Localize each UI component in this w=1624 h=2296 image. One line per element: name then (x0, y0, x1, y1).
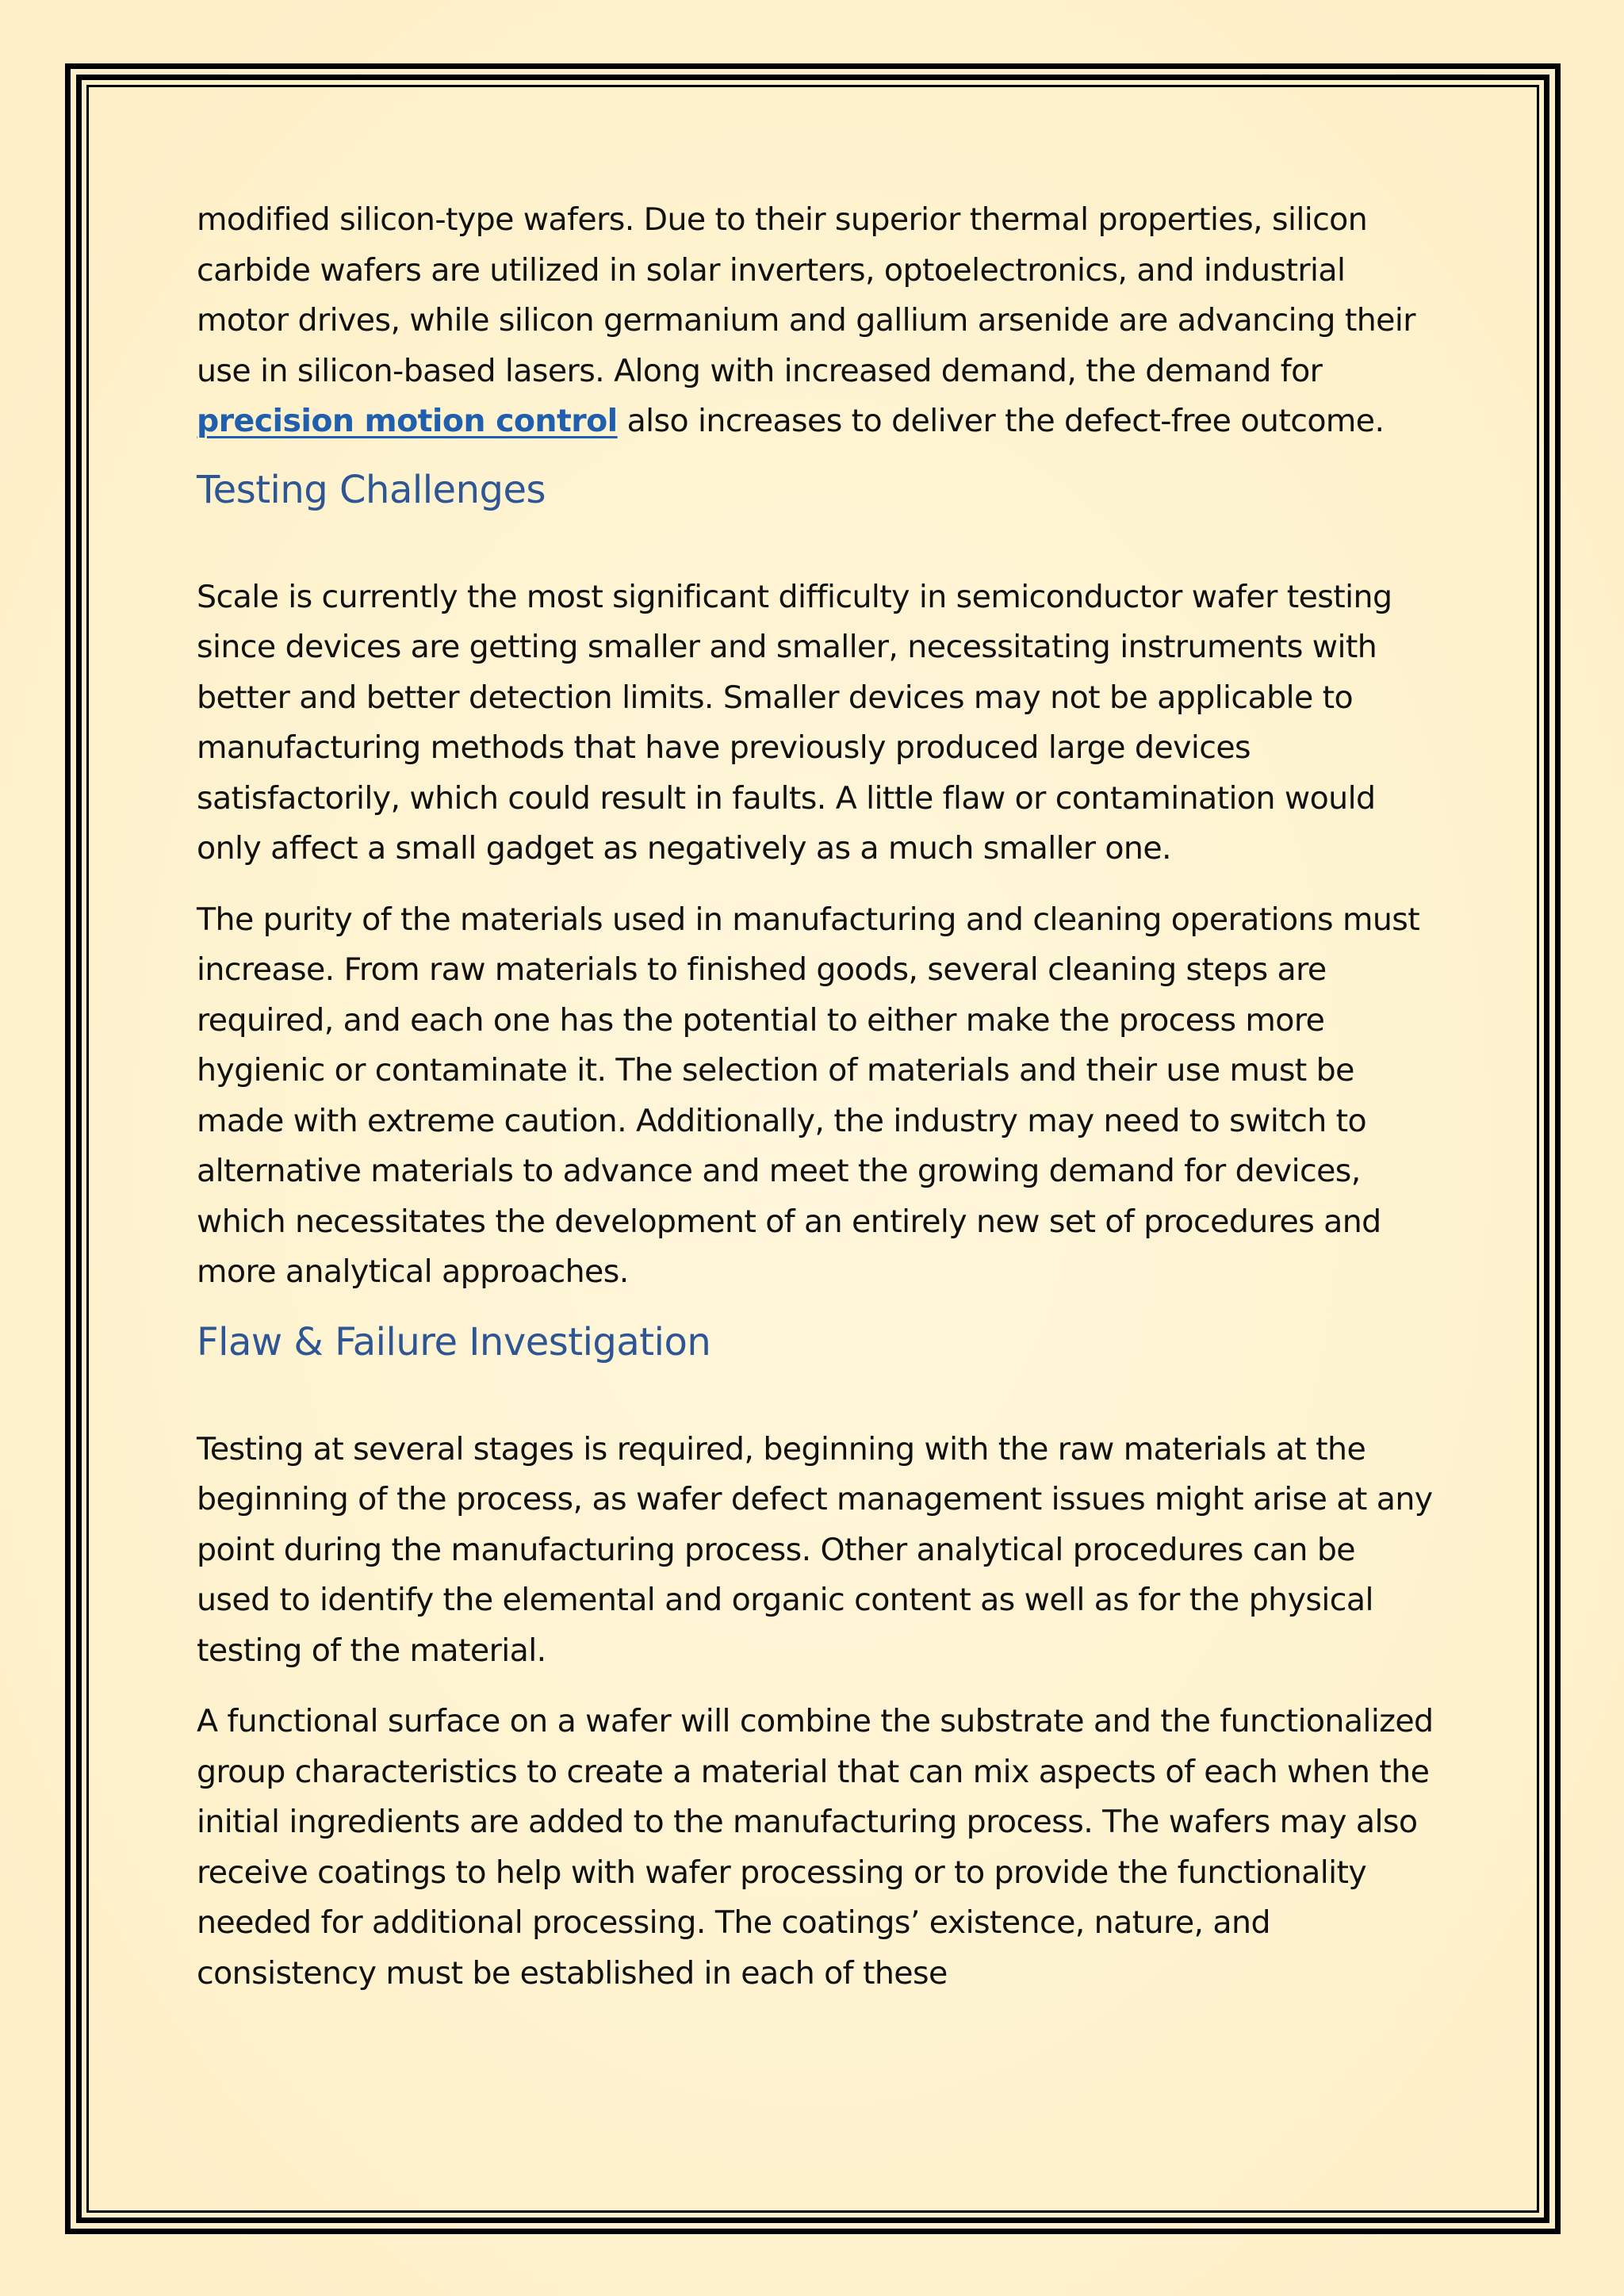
section-heading-testing-challenges: Testing Challenges (197, 467, 546, 512)
section-heading-flaw-failure-investigation: Flaw & Failure Investigation (197, 1319, 711, 1364)
intro-text-before-link: modified silicon-type wafers. Due to their superior thermal properties, silicon carbide wafers are utilized in solar inverters, optoelectronics, and industrial motor drives, while silicon germanium and gallium arsenide are advancing their use in silicon-based lasers. Along with increased demand, the demand for (197, 201, 1415, 389)
testing-challenges-paragraph-1: Scale is currently the most significant difficulty in semiconductor wafer testing since devices are getting smaller and smaller, necessitating instruments with better and better detection limits. Smaller devices may not be applicable to manufacturing methods that have previously produced large devices satisfactorily, which could result in faults. A little flaw or contamination would only affect a small gadget as negatively as a much smaller one. (197, 578, 1392, 867)
document-body (197, 195, 1434, 1999)
flaw-failure-paragraph-2: A functional surface on a wafer will combine the substrate and the functionalized group characteristics to create a material that can mix aspects of each when the initial ingredients are added to the manufacturing process. The wafers may also receive coatings to help with wafer processing or to provide the functionality needed for additional processing. The coatings’ existence, nature, and consistency must be established in each of these (197, 1703, 1434, 1992)
intro-text-after-link: also increases to deliver the defect-free outcome. (617, 403, 1385, 439)
testing-challenges-paragraph-2: The purity of the materials used in manufacturing and cleaning operations must increase. From raw materials to finished goods, several cleaning steps are required, and each one has the potential to either make the process more hygienic or contaminate it. The selection of materials and their use must be made with extreme caution. Additionally, the industry may need to switch to alternative materials to advance and meet the growing demand for devices, which necessitates the development of an entirely new set of procedures and more analytical approaches. (197, 901, 1420, 1290)
flaw-failure-paragraph-1: Testing at several stages is required, beginning with the raw materials at the beginning of the process, as wafer defect management issues might arise at any point during the manufacturing process. Other analytical procedures can be used to identify the elemental and organic content as well as for the physical testing of the material. (197, 1430, 1433, 1669)
precision-motion-control-link[interactable]: precision motion control (197, 403, 618, 439)
intro-paragraph (197, 195, 1434, 447)
